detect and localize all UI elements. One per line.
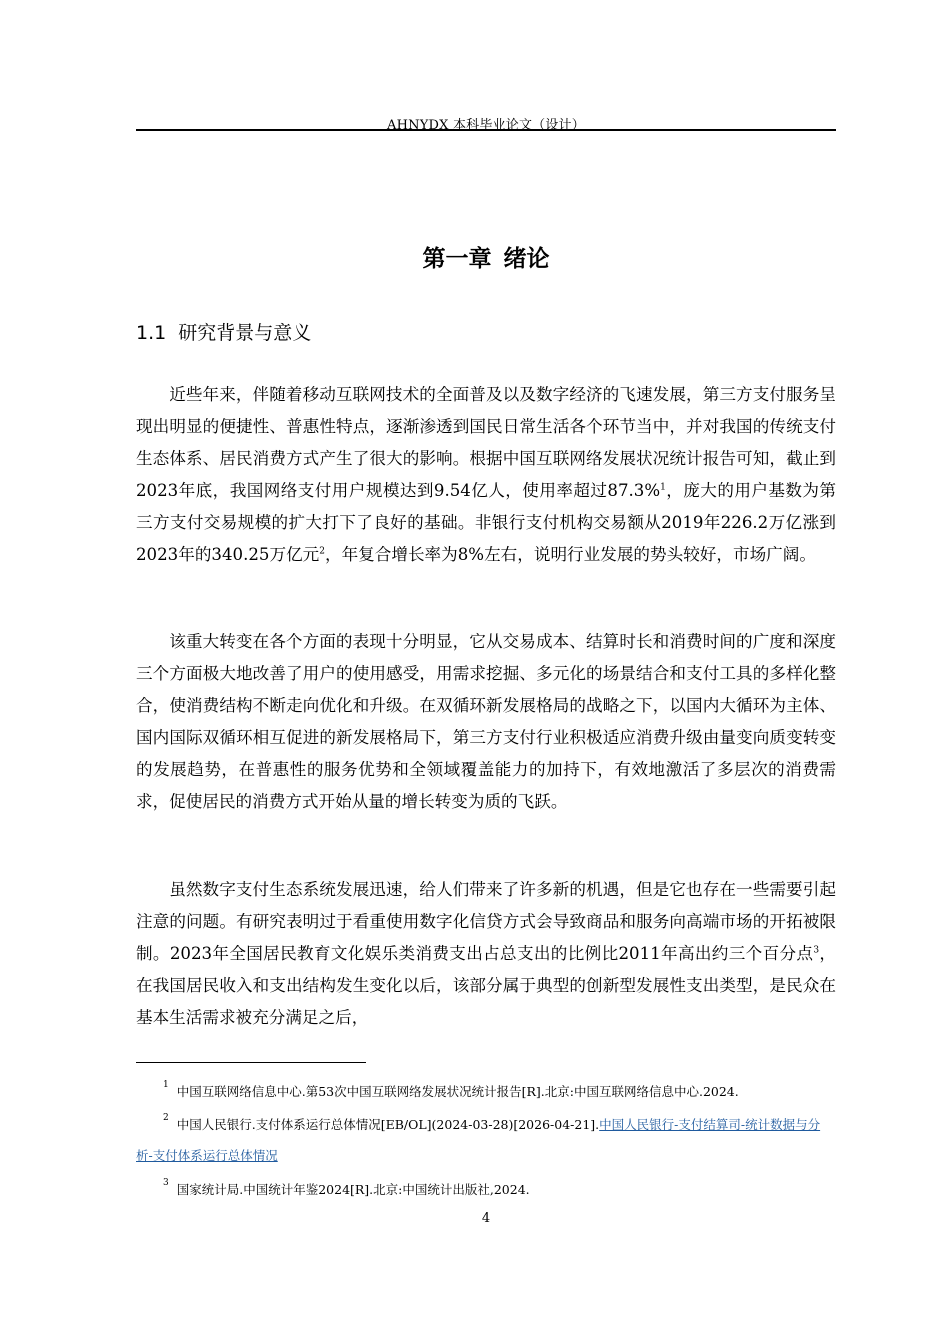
paragraph-1 — [136, 379, 836, 571]
paragraph-3-text-b: ，在我国居民收入和支出结构发生变化以后，该部分属于典型的创新型发展性支出类型，是民众在基本生活需求被充分满足之后， — [136, 944, 836, 1027]
paragraph-1-text-b: ，庞大的用户基数为第三方支付交易规模的扩大打下了良好的基础。非银行支付机构交易额从2019年226.2万亿涨到2023年的340.25万亿元 — [136, 481, 837, 564]
paragraph-2 — [136, 626, 836, 818]
page-header: AHNYDX 本科毕业论文（设计） — [387, 118, 585, 133]
footnote-ref-3[interactable]: 3 — [813, 945, 820, 956]
section-title — [136, 318, 311, 345]
paragraph-2-text: 该重大转变在各个方面的表现十分明显，它从交易成本、结算时长和消费时间的广度和深度三个方面极大地改善了用户的使用感受，用需求挖掘、多元化的场景结合和支付工具的多样化整合，使消费结构不断走向优化和升级。在双循环新发展格局的战略之下，以国内大循环为主体、国内国际双循环相互促进的新发展格局下，第三方支付行业积极适应消费升级由量变向质变转变的发展趋势，在普惠性的服务优势和全领域覆盖能力的加持下，有效地激活了多层次的消费需求，促使居民的消费方式开始从量的增长转变为质的飞跃。 — [136, 632, 836, 811]
footnote-1-text: 中国互联网络信息中心.第53次中国互联网络发展状况统计报告[R].北京:中国互联网络信息中心.2024. — [176, 1084, 739, 1099]
page-number: 4 — [481, 1211, 491, 1226]
paragraph-1-text-c: ，年复合增长率为8%左右，说明行业发展的势头较好，市场广阔。 — [325, 545, 816, 564]
chapter-name: 绪论 — [503, 246, 550, 272]
footnote-2-text: 中国人民银行.支付体系运行总体情况[EB/OL](2024-03-28)[2026-04-21]. — [176, 1117, 600, 1132]
footnote-ref-1[interactable]: 1 — [660, 482, 666, 493]
footnote-2 — [136, 1109, 836, 1171]
footnote-1 — [136, 1076, 836, 1107]
section-number: 1.1 — [136, 322, 167, 344]
chapter-label: 第一章 — [422, 246, 492, 272]
footnote-3-text: 国家统计局.中国统计年鉴2024[R].北京:中国统计出版社,2024. — [176, 1182, 530, 1197]
footnote-separator — [136, 1062, 366, 1063]
footnote-2-number: 2 — [163, 1113, 169, 1123]
footnote-ref-2[interactable]: 2 — [319, 546, 325, 557]
footnote-2-link[interactable]: 中国人民银行-支付结算司-统计数据与分析-支付体系运行总体情况 — [136, 1117, 821, 1163]
paragraph-1-text-a: 近些年来，伴随着移动互联网技术的全面普及以及数字经济的飞速发展，第三方支付服务呈现出明显的便捷性、普惠性特点，逐渐渗透到国民日常生活各个环节当中，并对我国的传统支付生态体系、居民消费方式产生了很大的影响。根据中国互联网络发展状况统计报告可知，截止到2023年底，我国网络支付用户规模达到9.54亿人，使用率超过87.3% — [136, 385, 836, 500]
paragraph-3 — [136, 874, 836, 1034]
footnote-3-number: 3 — [163, 1178, 169, 1188]
footnote-3 — [136, 1174, 836, 1205]
header-rule — [136, 129, 836, 131]
paragraph-3-text-a: 虽然数字支付生态系统发展迅速，给人们带来了许多新的机遇，但是它也存在一些需要引起注意的问题。有研究表明过于看重使用数字化信贷方式会导致商品和服务向高端市场的开拓被限制。2023年全国居民教育文化娱乐类消费支出占总支出的比例比2011年高出约三个百分点 — [136, 880, 836, 963]
section-name: 研究背景与意义 — [178, 322, 312, 344]
footnote-1-number: 1 — [163, 1080, 169, 1090]
chapter-title — [136, 240, 836, 273]
